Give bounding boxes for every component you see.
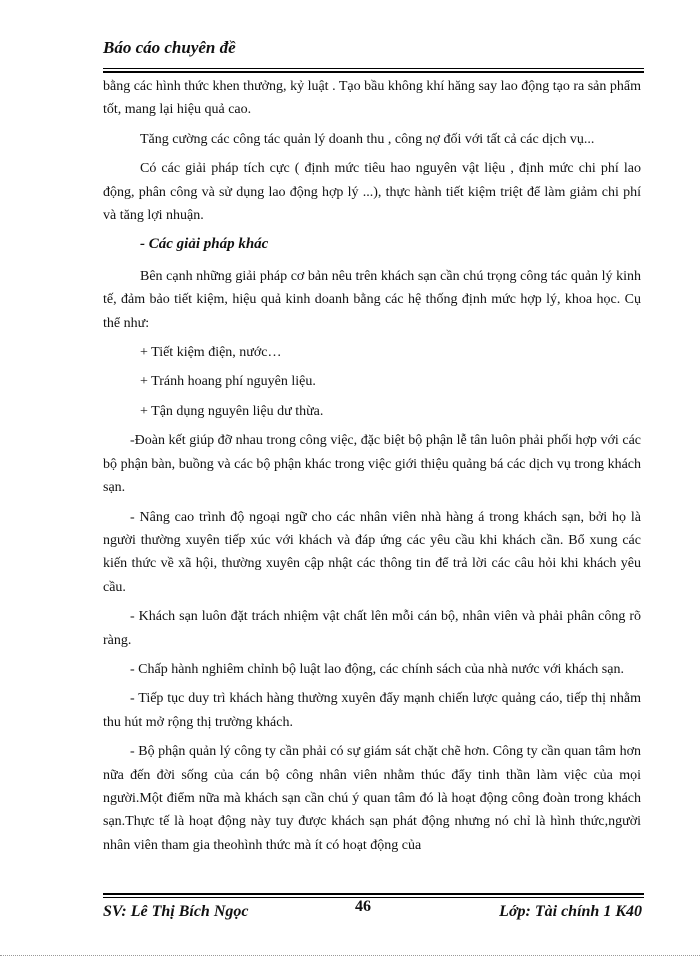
paragraph: Bên cạnh những giải pháp cơ bản nêu trên khách sạn cần chú trọng công tác quản lý kinh tế, đảm bảo tiết kiệm, hiệu quả kinh doanh bằng các hệ thống định mức hợp lý, khoa học. Cụ thể như: [103,268,641,331]
footer-student-name: SV: Lê Thị Bích Ngọc [103,903,249,920]
header-rule [103,68,644,69]
page-number: 46 [355,898,371,915]
section-heading: - Các giải pháp khác [140,236,269,253]
list-item: + Tận dụng nguyên liệu dư thừa. [140,403,324,419]
footer-rule [103,897,644,898]
paragraph: Có các giải pháp tích cực ( định mức tiêu hao nguyên vật liệu , định mức chi phí lao động, phân công và sử dụng lao động hợp lý ...), thực hành tiết kiệm triệt để làm giảm chi phí và tăng lợi nhuận. [103,161,641,224]
paragraph: - Chấp hành nghiêm chỉnh bộ luật lao động, các chính sách của nhà nước với khách sạn. [130,661,624,677]
paragraph: - Tiếp tục duy trì khách hàng thường xuyên đẩy mạnh chiến lược quảng cáo, tiếp thị nhằm thu hút mở rộng thị trường khách. [103,691,641,730]
paragraph: - Nâng cao trình độ ngoại ngữ cho các nhân viên nhà hàng á trong khách sạn, bởi họ là người thường xuyên tiếp xúc với khách và đáp ứng các yêu cầu khi khách cần. Bổ xung các kiến thức về xã hội, thường xuyên cập nhật các thông tin để trả lời các câu hỏi khi khách yêu cầu. [103,509,641,595]
page-bottom-separator [0,955,700,956]
list-item: + Tránh hoang phí nguyên liệu. [140,374,316,390]
paragraph: - Bộ phận quản lý công ty cần phải có sự giám sát chặt chẽ hơn. Công ty cần quan tâm hơn nữa đến đời sống của cán bộ công nhân viên nhằm thúc đẩy tinh thần làm việc của mọi người.Một điểm nữa mà khách sạn cần chú ý quan tâm đó là hoạt động công đoàn trong khách sạn.Thực tế là hoạt động này tuy được khách sạn phát động nhưng nó chỉ là hình thức,người nhân viên tham gia theohình thức mà ít có hoạt động của [103,744,641,853]
paragraph: Tăng cường các công tác quản lý doanh thu , công nợ đối với tất cả các dịch vụ... [140,131,595,147]
footer-class-name: Lớp: Tài chính 1 K40 [499,903,642,920]
paragraph: - Khách sạn luôn đặt trách nhiệm vật chất lên mỗi cán bộ, nhân viên và phải phân công rõ ràng. [103,609,641,648]
header-rule-thick [103,71,644,73]
paragraph: bằng các hình thức khen thưởng, kỷ luật . Tạo bầu không khí hăng say lao động tạo ra sản phẩm tốt, mang lại hiệu quả cao. [103,79,641,118]
paragraph: -Đoàn kết giúp đỡ nhau trong công việc, đặc biệt bộ phận lễ tân luôn phải phối hợp với các bộ phận bàn, buồng và các bộ phận khác trong việc giới thiệu quảng bá các dịch vụ trong khách sạn. [103,433,641,496]
footer-rule-thick [103,893,644,895]
list-item: + Tiết kiệm điện, nước… [140,345,282,361]
page-body [103,75,641,863]
document-header-title: Báo cáo chuyên đề [103,38,236,57]
